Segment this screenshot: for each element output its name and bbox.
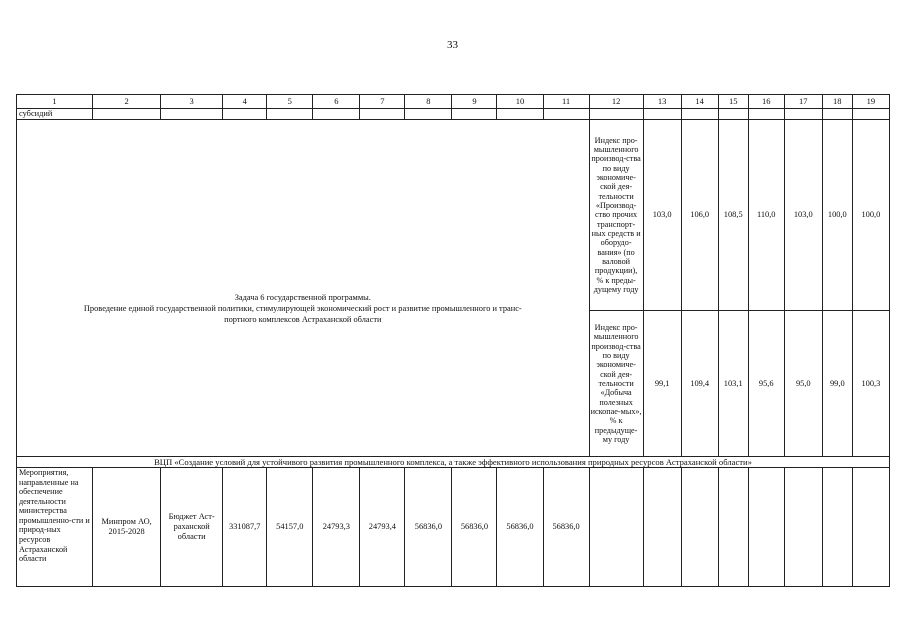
- empty-cell: [784, 468, 822, 587]
- indicator-value: 103,1: [718, 311, 748, 457]
- measure-amount: 24793,3: [313, 468, 360, 587]
- measure-amount: 56836,0: [543, 468, 589, 587]
- vcp-row: [17, 457, 890, 468]
- measure-amount: 56836,0: [452, 468, 497, 587]
- empty-cell: [161, 109, 223, 120]
- measure-row: [17, 468, 890, 587]
- column-number: 3: [161, 95, 223, 109]
- empty-cell: [497, 109, 543, 120]
- empty-cell: [822, 109, 852, 120]
- task-title-cell: [17, 120, 590, 457]
- measure-amount: 24793,4: [360, 468, 405, 587]
- empty-cell: [543, 109, 589, 120]
- page-number: 33: [447, 39, 458, 51]
- task-title: Задача 6 государственной программы.: [234, 292, 371, 302]
- vcp-title: ВЦП «Создание условий для устойчивого развития промышленного комплекса, а также эффективного использования природных ресурсов Астраханской области»: [17, 457, 890, 468]
- column-number: 13: [643, 95, 681, 109]
- indicator-value: 103,0: [643, 120, 681, 311]
- indicator-value: 109,4: [681, 311, 718, 457]
- column-number: 2: [93, 95, 161, 109]
- column-number: 1: [17, 95, 93, 109]
- empty-cell: [748, 109, 784, 120]
- measure-amount: 54157,0: [267, 468, 313, 587]
- indicator-value: 100,0: [822, 120, 852, 311]
- empty-cell: [267, 109, 313, 120]
- column-number: 14: [681, 95, 718, 109]
- empty-cell: [718, 109, 748, 120]
- column-number: 6: [313, 95, 360, 109]
- measure-name: Мероприятия, направленные на обеспечение деятельности министерства промышленно-сти и природ-ных ресурсов Астраханской области: [17, 468, 93, 587]
- empty-cell: [452, 109, 497, 120]
- column-number: 5: [267, 95, 313, 109]
- subsidies-row: [17, 109, 890, 120]
- indicator-value: 110,0: [748, 120, 784, 311]
- indicator-value: 95,6: [748, 311, 784, 457]
- empty-cell: [681, 468, 718, 587]
- indicator-value: 106,0: [681, 120, 718, 311]
- column-number: 15: [718, 95, 748, 109]
- indicator-name: Индекс про-мышленного производ-ства по виду экономиче-ской дея-тельности «Добыча полезных ископае-мых», % к предыдуще-му году: [589, 311, 643, 457]
- empty-cell: [748, 468, 784, 587]
- empty-cell: [223, 109, 267, 120]
- empty-cell: [718, 468, 748, 587]
- column-number: 12: [589, 95, 643, 109]
- indicator-value: 99,0: [822, 311, 852, 457]
- empty-cell: [93, 109, 161, 120]
- indicator-value: 100,0: [852, 120, 889, 311]
- empty-cell: [852, 109, 889, 120]
- empty-cell: [643, 109, 681, 120]
- measure-amount: 56836,0: [497, 468, 543, 587]
- column-number: 19: [852, 95, 889, 109]
- column-number: 16: [748, 95, 784, 109]
- indicator-value: 100,3: [852, 311, 889, 457]
- subsidies-label: субсидий: [17, 109, 93, 120]
- task-description: Проведение единой государственной политики, стимулирующей экономический рост и развитие промышленного и транс-: [83, 303, 522, 313]
- indicator-value: 103,0: [784, 120, 822, 311]
- indicator-value: 95,0: [784, 311, 822, 457]
- indicator-value: 108,5: [718, 120, 748, 311]
- empty-cell: [405, 109, 452, 120]
- column-number: 9: [452, 95, 497, 109]
- empty-cell: [313, 109, 360, 120]
- column-number: 10: [497, 95, 543, 109]
- measure-executor: Минпром АО, 2015-2028: [93, 468, 161, 587]
- program-table: [16, 94, 890, 587]
- empty-cell: [589, 468, 643, 587]
- indicator-value: 99,1: [643, 311, 681, 457]
- column-number: 7: [360, 95, 405, 109]
- measure-funding-source: Бюджет Аст-раханской области: [161, 468, 223, 587]
- measure-amount: 56836,0: [405, 468, 452, 587]
- empty-cell: [589, 109, 643, 120]
- column-number: 4: [223, 95, 267, 109]
- empty-cell: [681, 109, 718, 120]
- column-number-row: [17, 95, 890, 109]
- task-description-continued: портного комплексов Астраханской области: [224, 314, 382, 324]
- empty-cell: [360, 109, 405, 120]
- empty-cell: [643, 468, 681, 587]
- column-number: 8: [405, 95, 452, 109]
- measure-amount: 331087,7: [223, 468, 267, 587]
- column-number: 11: [543, 95, 589, 109]
- indicator-name: Индекс про-мышленного производ-ства по виду экономиче-ской дея-тельности «Производ-ство прочих транспорт-ных средств и оборудо-вания» (по валовой продукции), % к преды-дущему году: [589, 120, 643, 311]
- empty-cell: [852, 468, 889, 587]
- column-number: 17: [784, 95, 822, 109]
- empty-cell: [784, 109, 822, 120]
- empty-cell: [822, 468, 852, 587]
- indicator-row: [17, 120, 890, 311]
- column-number: 18: [822, 95, 852, 109]
